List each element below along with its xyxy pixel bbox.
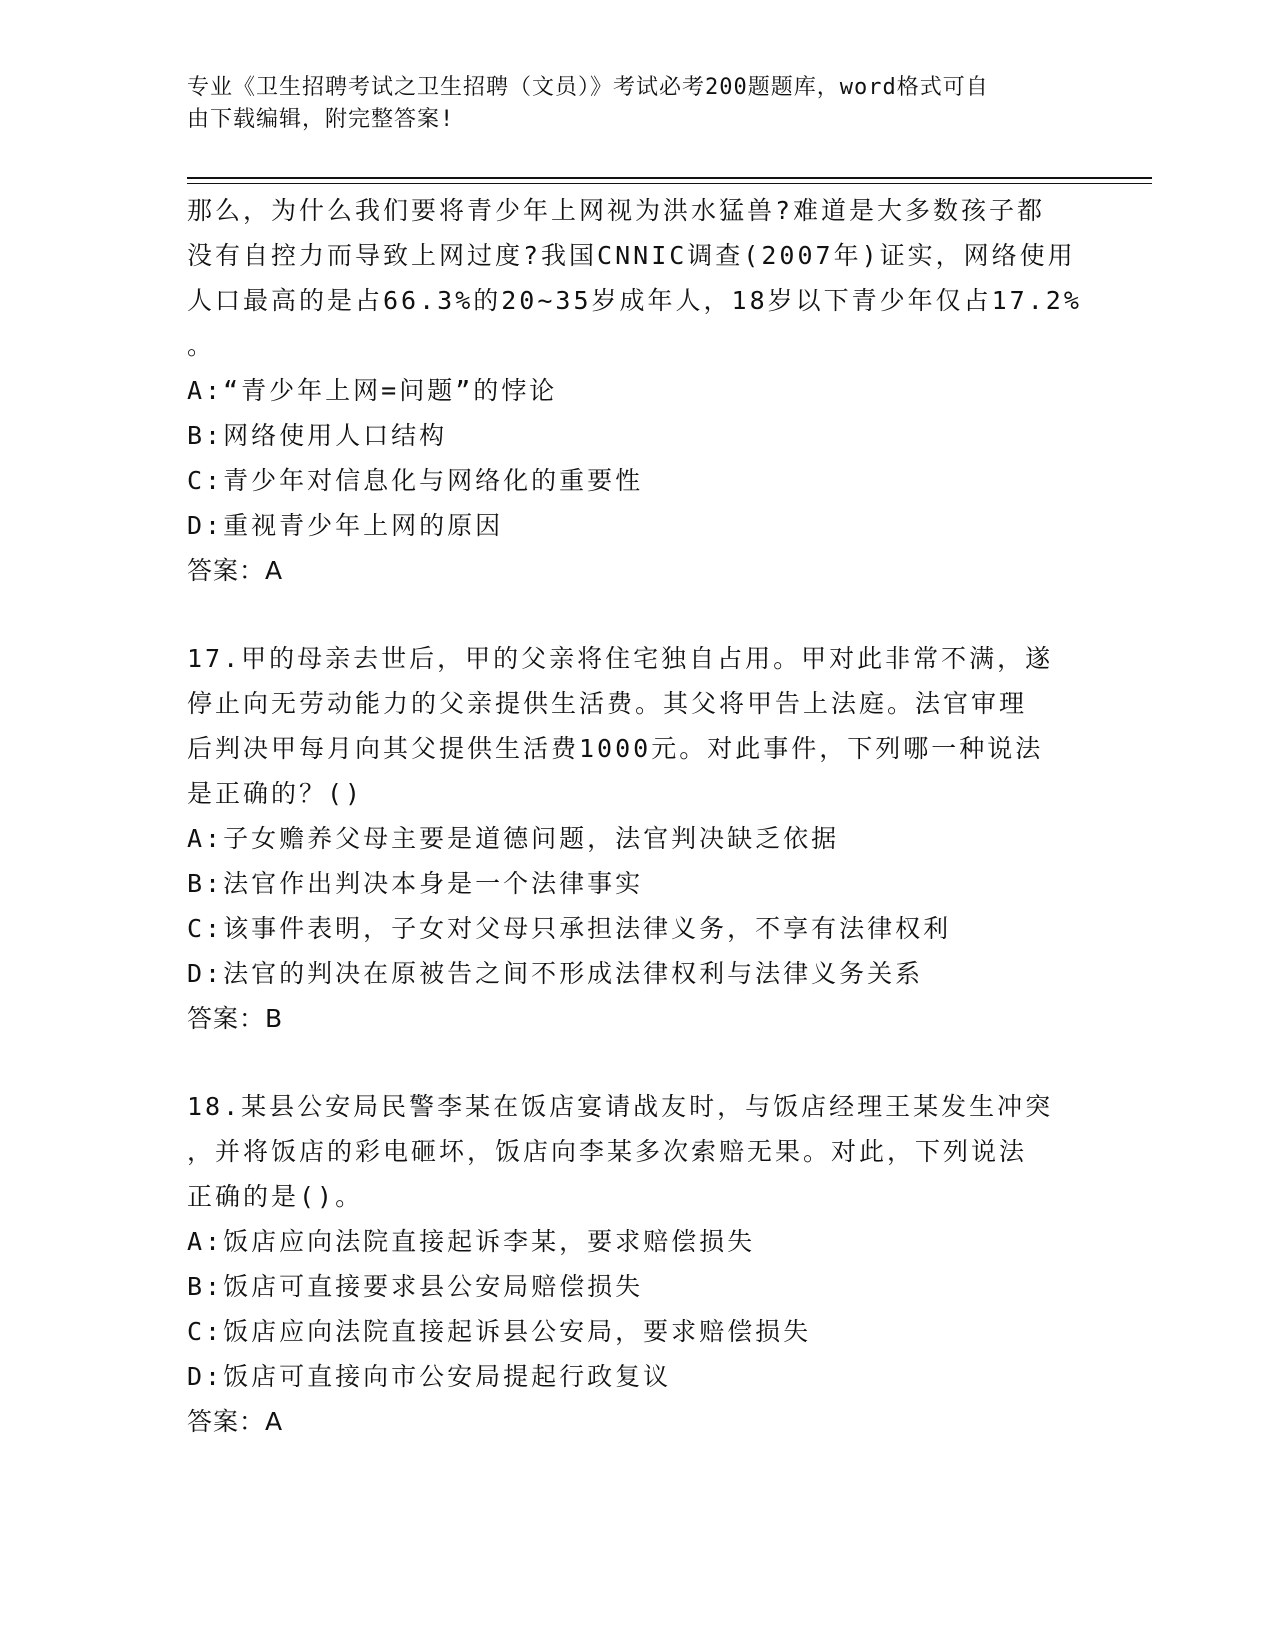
question-stem-line: 正确的是()。 [187,1182,364,1211]
header-line-1: 专业《卫生招聘考试之卫生招聘（文员）》考试必考200题题库，word格式可自 [187,75,989,100]
question-block [187,636,1087,1041]
question-stem-line: 后判决甲每月向其父提供生活费1000元。对此事件，下列哪一种说法 [187,734,1044,763]
option-d: D:法官的判决在原被告之间不形成法律权利与法律义务关系 [187,959,924,988]
option-d: D:重视青少年上网的原因 [187,511,504,540]
question-stem-line: 。 [187,331,216,360]
option-a: A:饭店应向法院直接起诉李某，要求赔偿损失 [187,1227,756,1256]
answer-line: 答案：A [187,556,284,585]
question-stem-line: 停止向无劳动能力的父亲提供生活费。其父将甲告上法庭。法官审理 [187,689,1028,718]
question-stem-line: 没有自控力而导致上网过度?我国CNNIC调查(2007年)证实，网络使用 [187,241,1076,270]
header-rule-thin [187,183,1152,184]
header-rule-thick [187,177,1152,179]
question-stem-line: ，并将饭店的彩电砸坏，饭店向李某多次索赔无果。对此，下列说法 [187,1137,1028,1166]
answer-line: 答案：A [187,1407,284,1436]
question-block [187,188,1087,593]
answer-line: 答案：B [187,1004,284,1033]
option-b: B:饭店可直接要求县公安局赔偿损失 [187,1272,644,1301]
option-c: C:饭店应向法院直接起诉县公安局，要求赔偿损失 [187,1317,812,1346]
question-gap [187,1041,1087,1084]
option-b: B:网络使用人口结构 [187,421,448,450]
question-stem-line: 18.某县公安局民警李某在饭店宴请战友时，与饭店经理王某发生冲突 [187,1092,1054,1121]
option-b: B:法官作出判决本身是一个法律事实 [187,869,644,898]
document-header [187,72,1067,136]
question-stem-line: 人口最高的是占66.3%的20~35岁成年人，18岁以下青少年仅占17.2% [187,286,1082,315]
option-a: A:子女赡养父母主要是道德问题，法官判决缺乏依据 [187,824,840,853]
option-d: D:饭店可直接向市公安局提起行政复议 [187,1362,672,1391]
questions-content [187,188,1087,1444]
option-a: A:“青少年上网=问题”的悖论 [187,376,558,405]
question-stem-line: 那么，为什么我们要将青少年上网视为洪水猛兽?难道是大多数孩子都 [187,196,1046,225]
question-stem-line: 是正确的？() [187,779,364,808]
question-stem-line: 17.甲的母亲去世后，甲的父亲将住宅独自占用。甲对此非常不满，遂 [187,644,1054,673]
option-c: C:青少年对信息化与网络化的重要性 [187,466,644,495]
question-block [187,1084,1087,1444]
header-line-2: 由下载编辑，附完整答案! [187,107,455,132]
option-c: C:该事件表明，子女对父母只承担法律义务，不享有法律权利 [187,914,952,943]
question-gap [187,593,1087,636]
